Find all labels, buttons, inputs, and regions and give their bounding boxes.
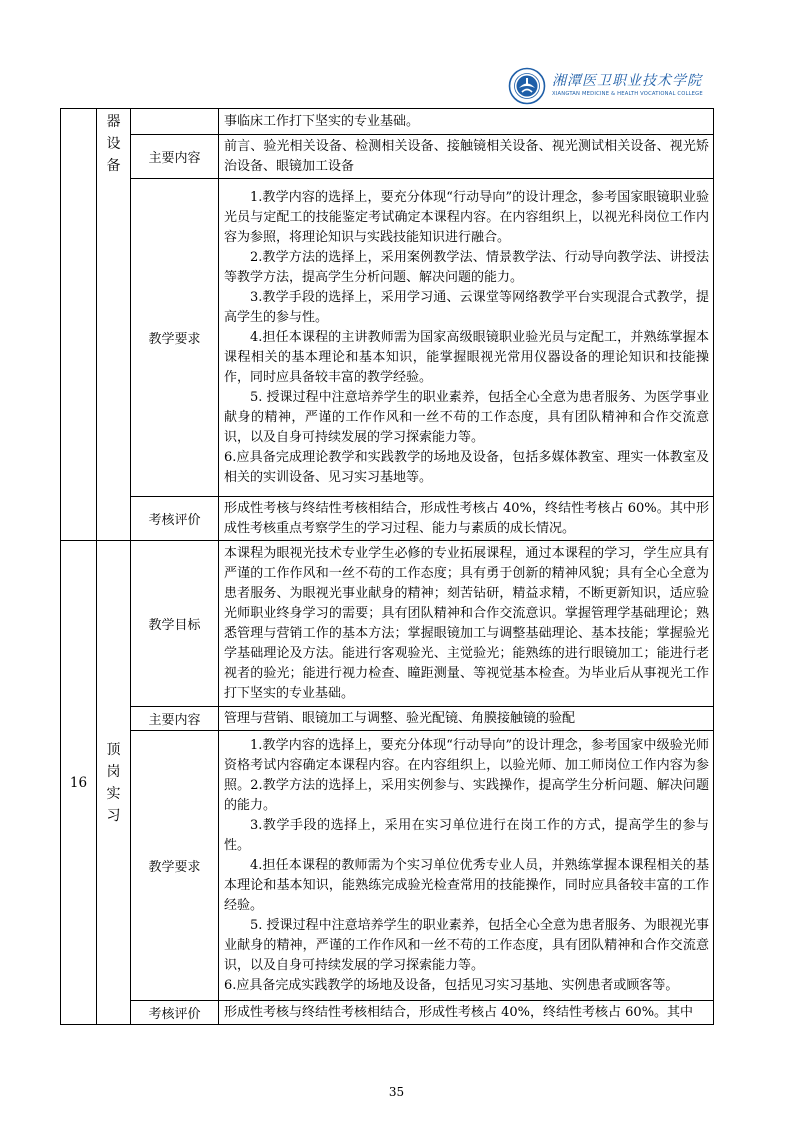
- requirement-item: 1.教学内容的选择上，要充分体现“行动导向”的设计理念，参考国家眼镜职业验光员与定配工的技能鉴定考试确定本课程内容。在内容组织上，以视光科岗位工作内容为参照，将理论知识与实践技能知识进行融合。: [224, 189, 709, 245]
- course-category: 器设备: [106, 114, 121, 174]
- school-emblem-icon: [508, 67, 546, 105]
- course-category-cell: [97, 541, 131, 1025]
- table-row: [61, 541, 714, 707]
- target-text: 事临床工作打下坚实的专业基础。: [219, 109, 714, 135]
- table-row: [61, 179, 714, 497]
- row-label: 教学目标: [131, 541, 219, 707]
- requirement-item: 5. 授课过程中注意培养学生的职业素养，包括全心全意为患者服务、为医学事业献身的精神，严谨的工作作风和一丝不苟的工作态度，具有团队精神和合作交流意识，以及自身可持续发展的学习探索能力等。: [224, 389, 709, 445]
- assessment-text: 形成性考核与终结性考核相结合，形成性考核占 40%，终结性考核占 60%。其中: [219, 1001, 714, 1025]
- requirement-item: 1.教学内容的选择上，要充分体现“行动导向”的设计理念，参考国家中级验光师资格考试内容确定本课程内容。在内容组织上，以验光师、加工师岗位工作内容为参照。2.教学方法的选择上，采用实例参与、实践操作，提高学生分析问题、解决问题的能力。: [224, 737, 709, 813]
- table-row: [61, 135, 714, 179]
- requirement-item: 4.担任本课程的主讲教师需为国家高级眼镜职业验光员与定配工，并熟练掌握本课程相关的基本理论和基本知识，能掌握眼视光常用仪器设备的理论知识和技能操作，同时应具备较丰富的教学经验。: [224, 329, 709, 385]
- course-table: [60, 108, 714, 1025]
- requirement-item: 6.应具备完成理论教学和实践教学的场地及设备，包括多媒体教室、理实一体教室及相关的实训设备、见习实习基地等。: [224, 449, 709, 485]
- table-row: [61, 707, 714, 731]
- row-label: 主要内容: [131, 135, 219, 179]
- school-name-en: XIANGTAN MEDICINE & HEALTH VOCATIONAL COLLEGE: [552, 91, 703, 97]
- target-text: 本课程为眼视光技术专业学生必修的专业拓展课程，通过本课程的学习，学生应具有严谨的工作作风和一丝不苟的工作态度；具有勇于创新的精神风貌；具有全心全意为患者服务、为眼视光事业献身的精神；刻苦钻研，精益求精，不断更新知识，适应验光师职业终身学习的需要；具有团队精神和合作交流意识。掌握管理学基础理论；熟悉管理与营销工作的基本方法；掌握眼镜加工与调整基础理论、基本技能；掌握验光学基础理论及方法。能进行客观验光、主觉验光；能熟练的进行眼镜加工；能进行老视者的验光；能进行视力检查、瞳距测量、等视觉基本检查。为毕业后从事视光工作打下坚实的专业基础。: [219, 541, 714, 707]
- requirement-item: 5. 授课过程中注意培养学生的职业素养，包括全心全意为患者服务、为眼视光事业献身的精神，严谨的工作作风和一丝不苟的工作态度，具有团队精神和合作交流意识，以及自身可持续发展的学习探索能力等。: [224, 917, 709, 973]
- table-row: [61, 109, 714, 135]
- table-row: [61, 1001, 714, 1025]
- requirements-text: [219, 179, 714, 497]
- requirement-item: 4.担任本课程的教师需为个实习单位优秀专业人员，并熟练掌握本课程相关的基本理论和基本知识，能熟练完成验光检查常用的技能操作，同时应具备较丰富的工作经验。: [224, 857, 709, 913]
- course-category-cell: [97, 109, 131, 541]
- school-logo: [508, 67, 738, 107]
- table-row: [61, 731, 714, 1001]
- target-label-cell: [131, 109, 219, 135]
- school-name: 湘潭医卫职业技术学院: [552, 73, 702, 89]
- course-category: 顶岗实习: [106, 741, 121, 824]
- page-number: 35: [388, 1085, 405, 1099]
- requirements-text: [219, 731, 714, 1001]
- assessment-text: 形成性考核与终结性考核相结合，形成性考核占 40%，终结性考核占 60%。其中形成性考核重点考察学生的学习过程、能力与素质的成长情况。: [219, 497, 714, 541]
- course-number-cell: [61, 109, 97, 541]
- row-label: 考核评价: [131, 1001, 219, 1025]
- row-label: 教学要求: [131, 731, 219, 1001]
- requirement-item: 2.教学方法的选择上，采用案例教学法、情景教学法、行动导向教学法、讲授法等教学方法，提高学生分析问题、解决问题的能力。: [224, 249, 709, 285]
- main-content-text: 管理与营销、眼镜加工与调整、验光配镜、角膜接触镜的验配: [219, 707, 714, 731]
- table-row: [61, 497, 714, 541]
- row-label: 教学要求: [131, 179, 219, 497]
- row-label: 考核评价: [131, 497, 219, 541]
- requirement-item: 6.应具备完成实践教学的场地及设备，包括见习实习基地、实例患者或顾客等。: [224, 977, 679, 993]
- requirement-item: 3.教学手段的选择上，采用学习通、云课堂等网络教学平台实现混合式教学，提高学生的参与性。: [224, 289, 709, 325]
- course-number: 16: [61, 541, 97, 1025]
- main-content-text: 前言、验光相关设备、检测相关设备、接触镜相关设备、视光测试相关设备、视光矫治设备、眼镜加工设备: [219, 135, 714, 179]
- requirement-item: 3.教学手段的选择上，采用在实习单位进行在岗工作的方式，提高学生的参与性。: [224, 817, 709, 853]
- row-label: 主要内容: [131, 707, 219, 731]
